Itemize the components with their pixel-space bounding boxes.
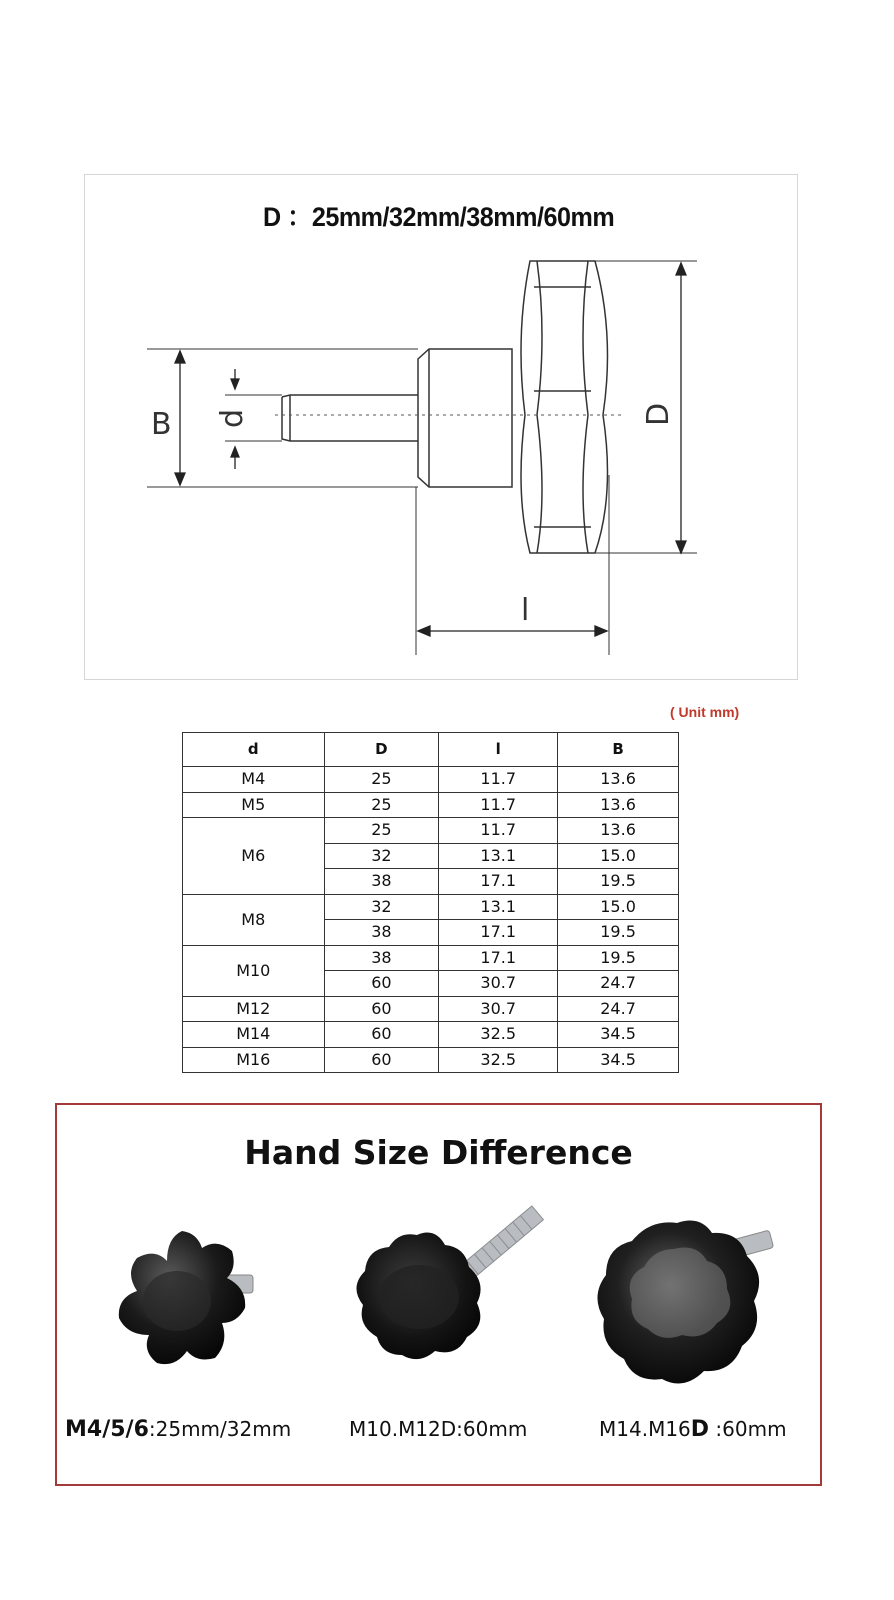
cell-height: 34.5 [558, 1047, 679, 1073]
cell-length: 11.7 [439, 792, 558, 818]
diameter-options-title: D ：25mm/32mm/38mm/60mm [263, 202, 615, 232]
table-row [183, 894, 679, 920]
knob-large-image [582, 1211, 782, 1397]
size-spec-table [182, 732, 679, 1073]
cell-length: 30.7 [439, 996, 558, 1022]
table-row [183, 1022, 679, 1048]
cell-thread-size: M6 [183, 818, 325, 895]
unit-note: ( Unit mm) [670, 704, 740, 720]
header-height-B: B [558, 733, 679, 767]
cell-height: 15.0 [558, 894, 679, 920]
cell-diameter: 60 [324, 996, 439, 1022]
cell-length: 17.1 [439, 869, 558, 895]
header-diameter-D: D [324, 733, 439, 767]
cell-diameter: 60 [324, 1022, 439, 1048]
cell-height: 24.7 [558, 996, 679, 1022]
table-row [183, 792, 679, 818]
cell-height: 13.6 [558, 818, 679, 844]
table-row [183, 1047, 679, 1073]
dimension-drawing-panel [84, 174, 798, 680]
cell-height: 19.5 [558, 869, 679, 895]
cell-diameter: 25 [324, 767, 439, 793]
knob-medium-image [327, 1205, 557, 1395]
cell-length: 30.7 [439, 971, 558, 997]
cell-diameter: 38 [324, 945, 439, 971]
cell-thread-size: M4 [183, 767, 325, 793]
cell-height: 19.5 [558, 920, 679, 946]
dimension-label-d: d [215, 408, 251, 429]
cell-thread-size: M8 [183, 894, 325, 945]
dimension-label-B: B [151, 407, 172, 442]
cell-length: 13.1 [439, 843, 558, 869]
cell-height: 24.7 [558, 971, 679, 997]
cell-diameter: 32 [324, 843, 439, 869]
dimension-label-l: l [521, 593, 530, 628]
table-row [183, 818, 679, 844]
cell-diameter: 38 [324, 920, 439, 946]
cell-diameter: 25 [324, 818, 439, 844]
cell-length: 17.1 [439, 920, 558, 946]
dimension-label-D: D [641, 402, 677, 427]
cell-diameter: 38 [324, 869, 439, 895]
cell-thread-size: M5 [183, 792, 325, 818]
table-row [183, 767, 679, 793]
table-header-row [183, 733, 679, 767]
cell-length: 13.1 [439, 894, 558, 920]
cell-diameter: 32 [324, 894, 439, 920]
cell-diameter: 25 [324, 792, 439, 818]
cell-diameter: 60 [324, 971, 439, 997]
knob-small-caption: M4/5/6:25mm/32mm [65, 1417, 292, 1442]
table-row [183, 945, 679, 971]
knob-small-image [97, 1223, 267, 1393]
cell-length: 32.5 [439, 1047, 558, 1073]
cell-height: 34.5 [558, 1022, 679, 1048]
hand-size-panel [55, 1103, 822, 1486]
cell-diameter: 60 [324, 1047, 439, 1073]
cell-thread-size: M16 [183, 1047, 325, 1073]
header-thread-d: d [183, 733, 325, 767]
cell-thread-size: M14 [183, 1022, 325, 1048]
table-row [183, 996, 679, 1022]
cell-thread-size: M12 [183, 996, 325, 1022]
cell-thread-size: M10 [183, 945, 325, 996]
knob-medium-caption: M10.M12D:60mm [349, 1417, 528, 1441]
knob-dimension-diagram [85, 175, 799, 681]
table-body [183, 767, 679, 1073]
cell-length: 11.7 [439, 818, 558, 844]
header-length-l: l [439, 733, 558, 767]
cell-length: 11.7 [439, 767, 558, 793]
hand-size-title: Hand Size Difference [244, 1133, 633, 1172]
cell-length: 17.1 [439, 945, 558, 971]
knob-large-caption: M14.M16D :60mm [599, 1417, 787, 1442]
cell-height: 13.6 [558, 792, 679, 818]
cell-height: 13.6 [558, 767, 679, 793]
cell-length: 32.5 [439, 1022, 558, 1048]
cell-height: 19.5 [558, 945, 679, 971]
cell-height: 15.0 [558, 843, 679, 869]
